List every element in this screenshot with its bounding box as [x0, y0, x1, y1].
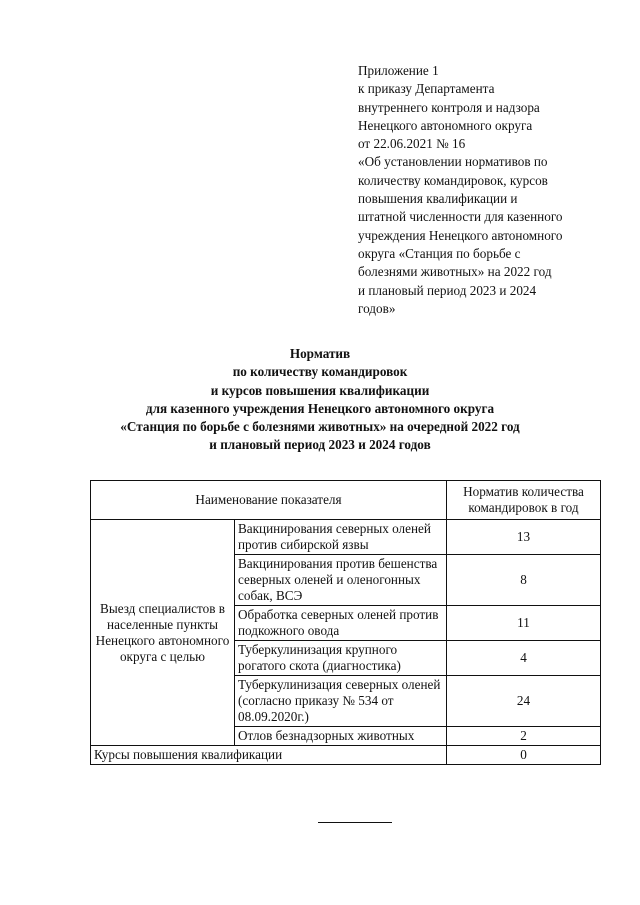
appendix-line: от 22.06.2021 № 16 [358, 136, 466, 152]
title-line: по количеству командировок [232, 364, 408, 380]
appendix-line: Ненецкого автономного округа [358, 117, 533, 133]
row-value: 2 [447, 727, 601, 746]
row-value: 24 [447, 676, 601, 727]
appendix-line: штатной численности для казенного [358, 209, 563, 225]
header-norm: Норматив количества командировок в год [447, 481, 601, 520]
table-row [91, 746, 601, 765]
title-line: и плановый период 2023 и 2024 годов [209, 437, 431, 453]
row-value: 0 [447, 746, 601, 765]
row-value: 13 [447, 520, 601, 555]
document-title [60, 345, 580, 455]
appendix-line: учреждения Ненецкого автономного [358, 227, 563, 243]
appendix-reference [358, 62, 608, 318]
appendix-line: и плановый период 2023 и 2024 [358, 282, 537, 298]
norm-table [90, 480, 601, 765]
row-name: Вакцинирования против бешенства северных оленей и оленогонных собак, ВСЭ [235, 555, 447, 606]
appendix-line: Приложение 1 [358, 63, 439, 78]
header-indicator: Наименование показателя [91, 481, 447, 520]
table-header-row [91, 481, 601, 520]
title-line: «Станция по борьбе с болезнями животных» на очередной 2022 год [120, 419, 520, 435]
row-value: 8 [447, 555, 601, 606]
row-name: Курсы повышения квалификации [91, 746, 447, 765]
footer-divider [318, 822, 392, 823]
title-line: Норматив [289, 346, 351, 361]
row-name: Отлов безнадзорных животных [235, 727, 447, 746]
appendix-line: «Об установлении нормативов по [358, 154, 548, 170]
appendix-line: повышения квалификации и [358, 191, 518, 207]
table-row [91, 520, 601, 555]
appendix-line: к приказу Департамента [358, 81, 495, 97]
row-name: Обработка северных оленей против подкожного овода [235, 606, 447, 641]
row-value: 4 [447, 641, 601, 676]
row-name: Туберкулинизация крупного рогатого скота (диагностика) [235, 641, 447, 676]
row-value: 11 [447, 606, 601, 641]
row-name: Туберкулинизация северных оленей (согласно приказу № 534 от 08.09.2020г.) [235, 676, 447, 727]
appendix-line: округа «Станция по борьбе с [358, 245, 521, 261]
appendix-line: внутреннего контроля и надзора [358, 99, 540, 115]
row-name: Вакцинирования северных оленей против сибирской язвы [235, 520, 447, 555]
group-label: Выезд специалистов в населенные пункты Ненецкого автономного округа с целью [91, 520, 235, 746]
title-line: и курсов повышения квалификации [210, 382, 430, 398]
appendix-line: количеству командировок, курсов [358, 172, 548, 188]
title-line: для казенного учреждения Ненецкого автономного округа [145, 400, 495, 416]
appendix-line: годов» [358, 300, 396, 316]
appendix-line: болезнями животных» на 2022 год [358, 264, 552, 280]
